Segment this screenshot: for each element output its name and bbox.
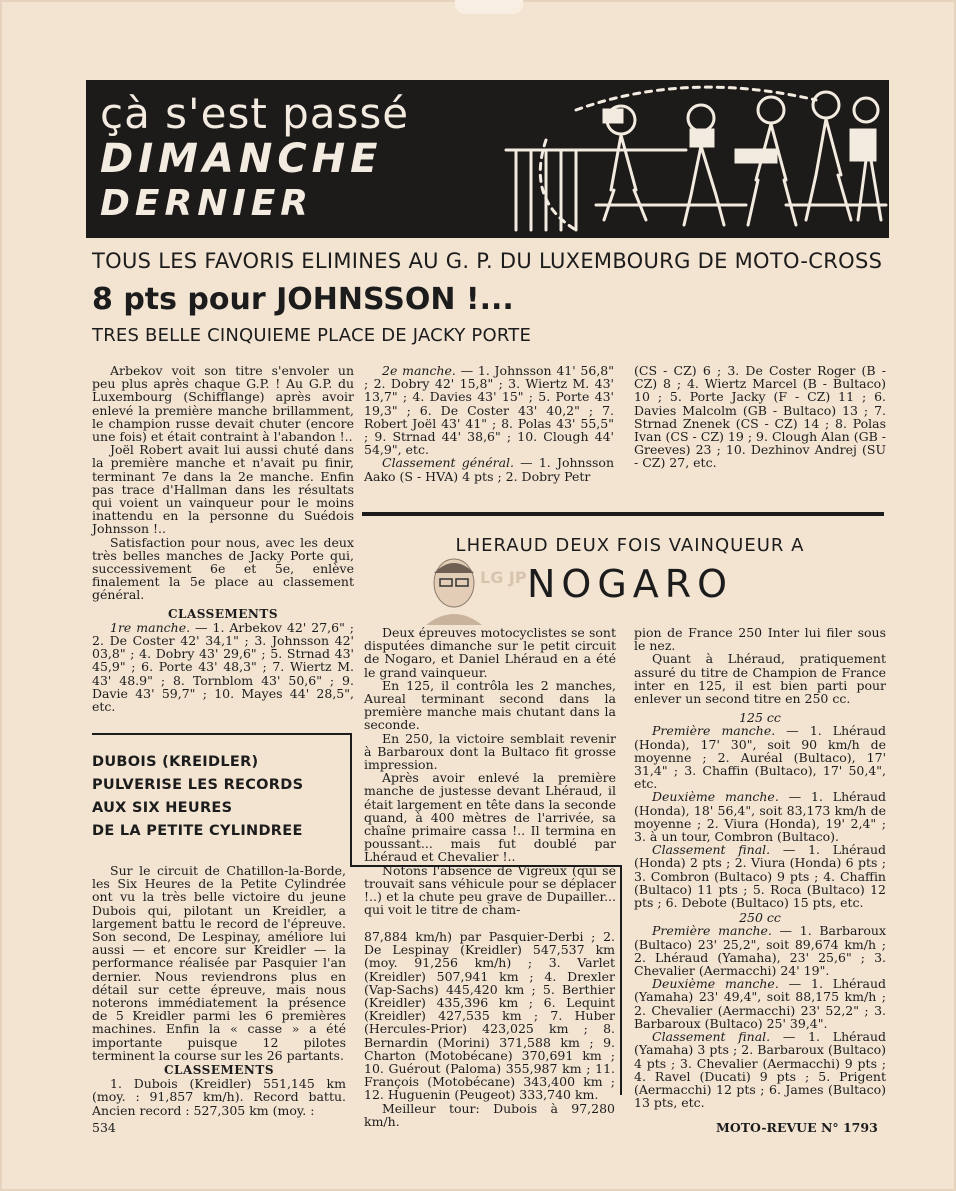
article2-column-2 bbox=[364, 930, 615, 1128]
results-text: — 1. Lhéraud (Honda), 18' 56,4", soit 83,173 km/h de moyenne ; 2. Viura (Honda), 19' 2,4" ; 3. à un tour, Combron (Bultaco). bbox=[634, 789, 886, 845]
best-lap: Meilleur tour: Dubois à 97,280 km/h. bbox=[364, 1100, 615, 1129]
results-label: Classement général. bbox=[382, 455, 514, 471]
classements-heading: CLASSEMENTS bbox=[163, 1063, 274, 1078]
article1-headline: 8 pts pour JOHNSSON !... bbox=[92, 282, 514, 317]
article3-kicker: LHERAUD DEUX FOIS VAINQUEUR A bbox=[455, 535, 805, 556]
paragraph: Notons l'absence de Vigreux (qui se trouvait sans véhicule pour se déplacer !..) et la chute peu grave de Dupailler... qui voit le titre de cham- bbox=[364, 862, 616, 918]
results-manche-2 bbox=[364, 364, 614, 456]
results-text: — 1. Lhéraud (Honda), 17' 30", soit 90 km/h de moyenne ; 2. Auréal (Bultaco), 17' 31,4" ; 3. Chaffin (Bultaco), 17' 50,4", etc. bbox=[634, 723, 887, 792]
article2-headline-line: DE LA PETITE CYLINDREE bbox=[92, 823, 303, 839]
paragraph: Après avoir enlevé la première manche de justesse devant Lhéraud, il était largement en tête dans la seconde quand, à 400 mètres de l'arrivée, sa chaîne primaire cassa !.. Il termina en poussant... mais fut doublé par Lhéraud et Chevalier !.. bbox=[364, 770, 616, 865]
paragraph: Joël Robert avait lui aussi chuté dans la première manche et n'avait pu finir, terminant 7e dans la 2e manche. Enfin pas trace d'Hallman dans les résultats qui voient un vainqueur pour le moins inattendu en la personne du Suédois Johnsson !.. bbox=[92, 442, 354, 537]
results-250-m2 bbox=[634, 977, 886, 1030]
article1-kicker: TOUS LES FAVORIS ELIMINES AU G. P. DU LUXEMBOURG DE MOTO-CROSS bbox=[92, 249, 883, 273]
article3-column-1 bbox=[364, 626, 616, 916]
paragraph: Deux épreuves motocyclistes se sont disputées dimanche sur le petit circuit de Nogaro, et Daniel Lhéraud en a été le grand vainqueur. bbox=[364, 625, 616, 680]
results-label: Première manche. bbox=[652, 723, 776, 739]
article1-subhead: TRES BELLE CINQUIEME PLACE DE JACKY PORTE bbox=[92, 325, 532, 346]
article2-column-1 bbox=[92, 864, 346, 1117]
results-general bbox=[364, 456, 614, 482]
article2-headline-line: PULVERISE LES RECORDS bbox=[92, 777, 304, 793]
article1-column-1 bbox=[92, 364, 354, 713]
article3-title: NOGARO bbox=[527, 562, 734, 606]
article2-headline-box bbox=[92, 733, 352, 865]
banner-line-2: DIMANCHE bbox=[100, 136, 383, 182]
paragraph: Arbekov voit son titre s'envoler un peu plus après chaque G.P. ! Au G.P. du Luxembourg (Schifflange) après avoir enlevé la première manche brillamment, le champion russe devait chuter (encore une fois) et était contraint à l'abandon !.. bbox=[92, 363, 354, 445]
results-text: — 1. Lhéraud (Honda) 2 pts ; 2. Viura (Honda) 6 pts ; 3. Combron (Bultaco) 9 pts ; 4. Chaffin (Bultaco) 11 pts ; 5. Roca (Bultaco) 12 pts ; 6. Debote (Bultaco) 15 pts, etc. bbox=[634, 842, 886, 911]
publication-footer: MOTO-REVUE N° 1793 bbox=[716, 1120, 878, 1135]
results-continued: 87,884 km/h) par Pasquier-Derbi ; 2. De Lespinay (Kreidler) 547,537 km (moy. 91,256 km/h) ; 3. Varlet (Kreidler) 507,941 km ; 4. Drexler (Vap-Sachs) 445,420 km ; 5. Berthier (Kreidler) 435,396 km ; 6. Lequint (Kreidler) 427,535 km ; 7. Huber (Hercules-Prior) 423,025 km ; 8. Bernardin (Morini) 371,588 km ; 9. Charton (Motobécane) 370,691 km ; 10. Guérout (Paloma) 355,987 km ; 11. François (Motobécane) 343,400 km ; 12. Huguenin (Peugeot) 333,740 km. bbox=[364, 929, 615, 1103]
results-label: 2e manche. bbox=[382, 363, 456, 378]
page-tab bbox=[455, 0, 523, 14]
paragraph: pion de France 250 Inter lui filer sous le nez. bbox=[634, 625, 886, 654]
results-label: Classement final. bbox=[652, 1029, 771, 1045]
article1-column-2 bbox=[364, 364, 614, 483]
article1-column-3 bbox=[634, 364, 886, 470]
article2-headline-line: DUBOIS (KREIDLER) bbox=[92, 754, 259, 770]
banner-title bbox=[100, 89, 410, 226]
results-general-continued: (CS - CZ) 6 ; 3. De Coster Roger (B - CZ) 8 ; 4. Wiertz Marcel (B - Bultaco) 10 ; 5. Porte Jacky (F - CZ) 11 ; 6. Davies Malcolm (GB - Bultaco) 13 ; 7. Strnad Znenek (CS - CZ) 14 ; 8. Polas Ivan (CS - CZ) 19 ; 9. Clough Alan (GB - Greeves) 23 ; 10. Dezhinov Andrej (SU - CZ) 27, etc. bbox=[634, 363, 886, 471]
results-text: — 1. Arbekov 42' 27,6" ; 2. De Coster 42' 34,1" ; 3. Johnsson 42' 03,8" ; 4. Dobry 43' 29,6" ; 5. Strnad 43' 45,9" ; 6. Porte 43' 48,3" ; 7. Wiertz M. 43' 48.9" ; 8. Tornblom 43' 50,6" ; 9. Davie 43' 59,7" ; 10. Mayes 44' 28,5", etc. bbox=[92, 619, 355, 715]
banner-line-1: çà s'est passé bbox=[100, 89, 410, 138]
spectators-illustration bbox=[486, 80, 889, 238]
results: 1. Dubois (Kreidler) 551,145 km (moy. : 91,857 km/h). Record battu. Ancien record : 527,305 km (moy. : bbox=[92, 1076, 346, 1118]
paragraph: Satisfaction pour nous, avec les deux très belles manches de Jacky Porte qui, successivement 6e et 5e, enlève finalement la 5e place au classement général. bbox=[92, 534, 354, 603]
results-label: Classement final. bbox=[652, 842, 771, 858]
rider-portrait-photo bbox=[418, 553, 527, 625]
paragraph: Sur le circuit de Chatillon-la-Borde, les Six Heures de la Petite Cylindrée ont vu la très belle victoire du jeune Dubois qui, pilotant un Kreidler, a largement battu le record de l'épreuve. Son second, De Lespinay, améliore lui aussi — et encore sur Kreidler — la performance réalisée par Pasquier l'an dernier. Nous reviendrons plus en détail sur cette épreuve, mais nous noterons immédiatement la présence de 5 Kreidler parmi les 6 premières machines. Enfin la « casse » a été importante puisque 12 pilotes terminent la course sur les 26 partants. bbox=[92, 863, 346, 1063]
header-banner bbox=[86, 80, 889, 238]
results-250-final bbox=[634, 1030, 886, 1109]
watermark-text: LG JP bbox=[480, 568, 527, 587]
column-rule bbox=[620, 865, 622, 1095]
results-label: Deuxième manche. bbox=[652, 789, 779, 805]
results-125-final bbox=[634, 843, 886, 909]
results-text: — 1. Lhéraud (Yamaha) 3 pts ; 2. Barbaroux (Bultaco) 4 pts ; 3. Chevalier (Aermacchi) 9 pts ; 4. Ravel (Ducati) 9 pts ; 5. Prigent (Aermacchi) 12 pts ; 6. James (Bultaco) 13 pts, etc. bbox=[634, 1029, 886, 1111]
classements-heading: CLASSEMENTS bbox=[167, 606, 278, 621]
results-125-m1 bbox=[634, 724, 886, 790]
section-rule bbox=[362, 512, 884, 516]
article2-headline-line: AUX SIX HEURES bbox=[92, 800, 233, 816]
results-125-m2 bbox=[634, 790, 886, 843]
cc250-heading: 250 cc bbox=[739, 910, 781, 926]
banner-line-3: DERNIER bbox=[100, 183, 314, 224]
results-text: — 1. Johnsson Aako (S - HVA) 4 pts ; 2. Dobry Petr bbox=[364, 455, 614, 484]
results-manche-1 bbox=[92, 621, 354, 713]
article3-column-2 bbox=[634, 626, 886, 1109]
page-number: 534 bbox=[92, 1120, 116, 1135]
results-text: — 1. Barbaroux (Bultaco) 23' 25,2", soit 89,674 km/h ; 2. Lhéraud (Yamaha), 23' 25,6" ; 3. Chevalier (Aermacchi) 24' 19". bbox=[634, 923, 887, 979]
cc125-heading: 125 cc bbox=[739, 710, 781, 726]
results-label: Première manche. bbox=[652, 923, 772, 939]
results-text: — 1. Johnsson 41' 56,8" ; 2. Dobry 42' 15,8" ; 3. Wiertz M. 43' 13,7" ; 4. Davies 43' 15" ; 5. Porte 43' 19,3" ; 6. De Coster 43' 40,2" ; 7. Robert Joël 43' 41" ; 8. Polas 43' 55,5" ; 9. Strnad 44' 38,6" ; 10. Clough 44' 54,9", etc. bbox=[364, 363, 614, 458]
results-label: Deuxième manche. bbox=[652, 976, 779, 992]
paragraph: En 250, la victoire semblait revenir à Barbaroux dont la Bultaco fit grosse impression. bbox=[364, 730, 616, 773]
results-250-m1 bbox=[634, 924, 886, 977]
paragraph: Quant à Lhéraud, pratiquement assuré du titre de Champion de France inter en 125, il est bien parti pour enlever un second titre en 250 cc. bbox=[634, 651, 886, 707]
paragraph: En 125, il contrôla les 2 manches, Aureal terminant second dans la première manche mais chutant dans la seconde. bbox=[364, 677, 616, 733]
results-text: — 1. Lhéraud (Yamaha) 23' 49,4", soit 88,175 km/h ; 2. Chevalier (Aermacchi) 23' 52,2" ; 3. Barbaroux (Bultaco) 25' 39,4". bbox=[634, 976, 886, 1031]
results-label: 1re manche. bbox=[110, 619, 191, 635]
